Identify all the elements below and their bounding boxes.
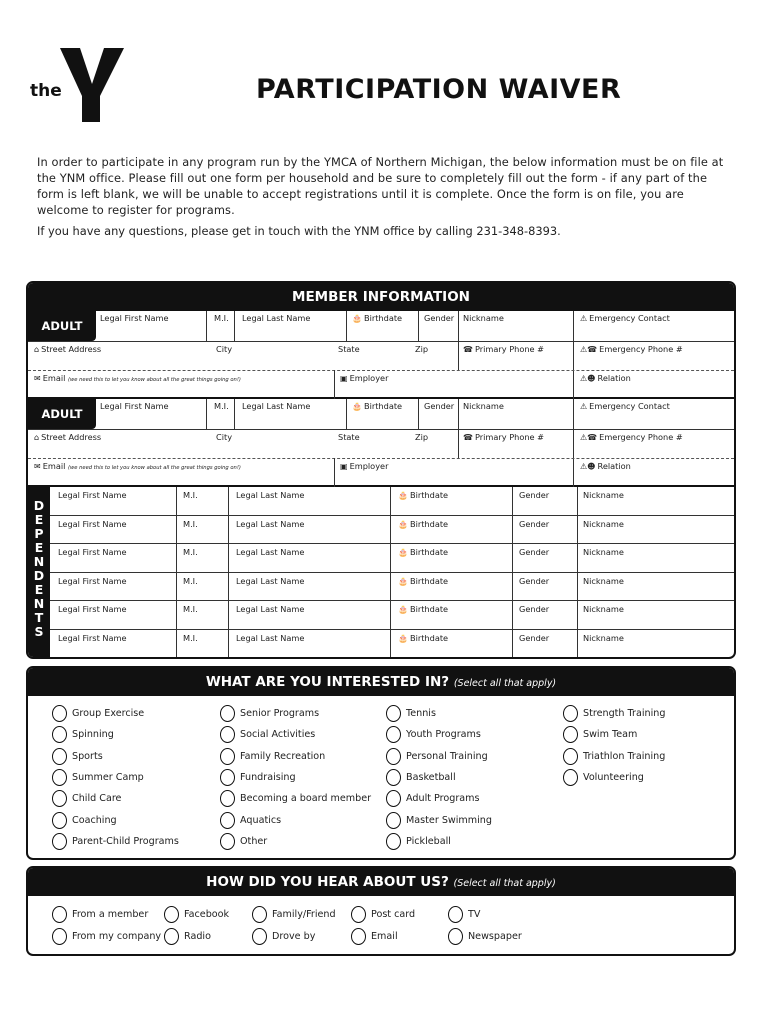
hear-option-post-card[interactable]: Post card (351, 906, 415, 923)
dep-legal-last-name-field[interactable]: Legal Last Name (236, 633, 305, 643)
dep-nickname-field[interactable]: Nickname (583, 604, 624, 615)
dep-gender-field[interactable]: Gender (519, 490, 550, 500)
people-icon: ⚠☻ (580, 462, 596, 471)
dep-birthdate-field[interactable]: 🎂 Birthdate (398, 518, 449, 529)
interest-option-sports[interactable]: Sports (52, 748, 103, 765)
checkbox[interactable] (220, 812, 235, 829)
dep-mi-field[interactable]: M.I. (183, 604, 198, 615)
dep-legal-last-name-field[interactable]: Legal Last Name (236, 604, 305, 615)
checkbox[interactable] (164, 928, 179, 945)
street-address-field[interactable]: ⌂ Street Address (34, 432, 102, 442)
dependent-row (50, 544, 734, 573)
checkbox[interactable] (252, 928, 267, 945)
cake-icon: 🎂 (398, 519, 408, 529)
relation-field[interactable]: ⚠☻ Relation (580, 461, 631, 471)
checkbox[interactable] (52, 705, 67, 722)
interest-option-becoming-a-board-member[interactable]: Becoming a board member (220, 790, 371, 807)
interest-option-senior-programs[interactable]: Senior Programs (220, 705, 319, 722)
dep-legal-first-name-field[interactable]: Legal First Name (58, 633, 127, 643)
checkbox[interactable] (386, 833, 401, 850)
emergency-phone-field[interactable]: ⚠☎ Emergency Phone # (580, 432, 683, 442)
employer-field[interactable]: ▣ Employer (340, 373, 389, 383)
checkbox[interactable] (386, 769, 401, 786)
dep-nickname-field[interactable]: Nickname (583, 518, 624, 529)
emergency-contact-field[interactable]: ⚠ Emergency Contact (580, 401, 670, 411)
interest-option-fundraising[interactable]: Fundraising (220, 769, 296, 786)
warning-phone-icon: ⚠☎ (580, 433, 598, 442)
interest-option-social-activities[interactable]: Social Activities (220, 726, 315, 743)
interest-option-tennis[interactable]: Tennis (386, 705, 436, 722)
dep-nickname-field[interactable]: Nickname (583, 547, 624, 558)
phone-icon: ☎ (463, 345, 473, 354)
checkbox[interactable] (52, 748, 67, 765)
dep-nickname-field[interactable]: Nickname (583, 490, 624, 500)
interest-option-master-swimming[interactable]: Master Swimming (386, 812, 492, 829)
checkbox[interactable] (52, 726, 67, 743)
interest-option-coaching[interactable]: Coaching (52, 812, 117, 829)
interests-section (26, 666, 736, 860)
dep-legal-first-name-field[interactable]: Legal First Name (58, 518, 127, 529)
legal-last-name-field[interactable]: Legal Last Name (242, 401, 311, 411)
checkbox[interactable] (386, 705, 401, 722)
street-address-field[interactable]: ⌂ Street Address (34, 344, 102, 354)
interest-option-basketball[interactable]: Basketball (386, 769, 456, 786)
dep-legal-first-name-field[interactable]: Legal First Name (58, 490, 127, 500)
primary-phone-field[interactable]: ☎ Primary Phone # (463, 432, 545, 442)
emergency-phone-field[interactable]: ⚠☎ Emergency Phone # (580, 344, 683, 354)
mi-field[interactable]: M.I. (214, 313, 229, 323)
employer-field[interactable]: ▣ Employer (340, 461, 389, 471)
checkbox[interactable] (563, 748, 578, 765)
checkbox[interactable] (563, 769, 578, 786)
adult-label: ADULT (28, 399, 96, 429)
dependent-row (50, 516, 734, 545)
dep-gender-field[interactable]: Gender (519, 604, 550, 615)
legal-first-name-field[interactable]: Legal First Name (100, 401, 169, 411)
checkbox[interactable] (220, 705, 235, 722)
checkbox[interactable] (164, 906, 179, 923)
briefcase-icon: ▣ (340, 374, 348, 383)
adult-block-1 (28, 311, 734, 399)
mi-field[interactable]: M.I. (214, 401, 229, 411)
interest-option-personal-training[interactable]: Personal Training (386, 748, 488, 765)
intro-paragraph: In order to participate in any program run by the YMCA of Northern Michigan, the below information must be on file at the YNM office. Please fill out one form per household and be sure to completely fill out the form - if any part of the form is left blank, we will be unable to accept registrations until it is complete. Once the form is on file, you are welcome to register for programs. (37, 155, 724, 217)
interest-option-other[interactable]: Other (220, 833, 267, 850)
checkbox[interactable] (448, 906, 463, 923)
interest-option-youth-programs[interactable]: Youth Programs (386, 726, 481, 743)
interest-option-aquatics[interactable]: Aquatics (220, 812, 281, 829)
interest-option-volunteering[interactable]: Volunteering (563, 769, 644, 786)
legal-first-name-field[interactable]: Legal First Name (100, 313, 169, 323)
interest-option-triathlon-training[interactable]: Triathlon Training (563, 748, 665, 765)
checkbox[interactable] (252, 906, 267, 923)
dep-mi-field[interactable]: M.I. (183, 575, 198, 586)
adult-block-2 (28, 399, 734, 487)
hear-option-radio[interactable]: Radio (164, 928, 211, 945)
interest-option-parent-child-programs[interactable]: Parent-Child Programs (52, 833, 179, 850)
checkbox[interactable] (220, 726, 235, 743)
hear-option-email[interactable]: Email (351, 928, 398, 945)
dep-gender-field[interactable]: Gender (519, 547, 550, 558)
hear-option-drove-by[interactable]: Drove by (252, 928, 315, 945)
dep-mi-field[interactable]: M.I. (183, 518, 198, 529)
checkbox[interactable] (563, 705, 578, 722)
interest-option-spinning[interactable]: Spinning (52, 726, 114, 743)
dep-legal-first-name-field[interactable]: Legal First Name (58, 604, 127, 615)
dep-birthdate-field[interactable]: 🎂 Birthdate (398, 604, 449, 615)
dependents-label: D E P E N D E N T S (28, 487, 50, 659)
interest-option-summer-camp[interactable]: Summer Camp (52, 769, 144, 786)
dep-gender-field[interactable]: Gender (519, 633, 550, 643)
how-did-you-hear-section (26, 866, 736, 956)
dep-mi-field[interactable]: M.I. (183, 490, 198, 500)
checkbox[interactable] (563, 726, 578, 743)
dep-legal-last-name-field[interactable]: Legal Last Name (236, 575, 305, 586)
interest-option-child-care[interactable]: Child Care (52, 790, 121, 807)
warning-icon: ⚠ (580, 402, 588, 411)
interest-option-group-exercise[interactable]: Group Exercise (52, 705, 144, 722)
hear-option-tv[interactable]: TV (448, 906, 480, 923)
zip-field[interactable]: Zip (415, 344, 429, 354)
state-field[interactable]: State (338, 344, 360, 354)
gender-field[interactable]: Gender (424, 401, 455, 411)
dep-gender-field[interactable]: Gender (519, 575, 550, 586)
birthdate-field[interactable]: 🎂 Birthdate (352, 401, 403, 411)
dep-birthdate-field[interactable]: 🎂 Birthdate (398, 633, 449, 643)
zip-field[interactable]: Zip (415, 432, 429, 442)
dep-mi-field[interactable]: M.I. (183, 547, 198, 558)
interest-option-family-recreation[interactable]: Family Recreation (220, 748, 325, 765)
dep-birthdate-field[interactable]: 🎂 Birthdate (398, 547, 449, 558)
warning-phone-icon: ⚠☎ (580, 345, 598, 354)
home-icon: ⌂ (34, 345, 40, 354)
dep-gender-field[interactable]: Gender (519, 518, 550, 529)
gender-field[interactable]: Gender (424, 313, 455, 323)
checkbox[interactable] (386, 790, 401, 807)
hear-option-facebook[interactable]: Facebook (164, 906, 229, 923)
checkbox[interactable] (220, 790, 235, 807)
warning-icon: ⚠ (580, 314, 588, 323)
hear-option-newspaper[interactable]: Newspaper (448, 928, 522, 945)
hear-option-family-friend[interactable]: Family/Friend (252, 906, 336, 923)
cake-icon: 🎂 (398, 576, 408, 586)
checkbox[interactable] (351, 906, 366, 923)
dependent-row (50, 573, 734, 602)
primary-phone-field[interactable]: ☎ Primary Phone # (463, 344, 545, 354)
phone-icon: ☎ (463, 433, 473, 442)
member-information-heading: MEMBER INFORMATION (28, 283, 734, 311)
interests-heading: WHAT ARE YOU INTERESTED IN? (Select all that apply) (28, 668, 734, 696)
cake-icon: 🎂 (352, 402, 362, 411)
ymca-logo (30, 46, 130, 126)
checkbox[interactable] (448, 928, 463, 945)
cake-icon: 🎂 (398, 605, 408, 615)
dep-nickname-field[interactable]: Nickname (583, 633, 624, 643)
cake-icon: 🎂 (352, 314, 362, 323)
checkbox[interactable] (220, 769, 235, 786)
checkbox[interactable] (52, 769, 67, 786)
email-field[interactable]: ✉ Email (we need this to let you know about all the great things going on!) (34, 373, 241, 383)
home-icon: ⌂ (34, 433, 40, 442)
birthdate-field[interactable]: 🎂 Birthdate (352, 313, 403, 323)
adult-label: ADULT (28, 311, 96, 341)
city-field[interactable]: City (216, 344, 233, 354)
dependent-row (50, 630, 734, 659)
cake-icon: 🎂 (398, 548, 408, 558)
dep-legal-last-name-field[interactable]: Legal Last Name (236, 490, 305, 500)
checkbox[interactable] (386, 812, 401, 829)
dependents-block (28, 487, 734, 659)
briefcase-icon: ▣ (340, 462, 348, 471)
checkbox[interactable] (52, 790, 67, 807)
checkbox[interactable] (386, 748, 401, 765)
dep-birthdate-field[interactable]: 🎂 Birthdate (398, 575, 449, 586)
interest-option-strength-training[interactable]: Strength Training (563, 705, 665, 722)
checkbox[interactable] (52, 833, 67, 850)
cake-icon: 🎂 (398, 634, 408, 643)
interest-option-swim-team[interactable]: Swim Team (563, 726, 637, 743)
svg-text:YMCA: YMCA (106, 109, 123, 126)
mail-icon: ✉ (34, 374, 41, 383)
dep-birthdate-field[interactable]: 🎂 Birthdate (398, 490, 449, 500)
dep-legal-first-name-field[interactable]: Legal First Name (58, 575, 127, 586)
legal-last-name-field[interactable]: Legal Last Name (242, 313, 311, 323)
cake-icon: 🎂 (398, 491, 408, 500)
dep-legal-first-name-field[interactable]: Legal First Name (58, 547, 127, 558)
contact-paragraph: If you have any questions, please get in touch with the YNM office by calling 231-348-8393. (37, 224, 561, 238)
dep-nickname-field[interactable]: Nickname (583, 575, 624, 586)
interest-option-pickleball[interactable]: Pickleball (386, 833, 451, 850)
page-title: PARTICIPATION WAIVER (256, 74, 622, 105)
member-information-section (26, 281, 736, 659)
nickname-field[interactable]: Nickname (463, 313, 504, 323)
how-did-you-hear-heading: HOW DID YOU HEAR ABOUT US? (Select all that apply) (28, 868, 734, 896)
interest-option-adult-programs[interactable]: Adult Programs (386, 790, 480, 807)
checkbox[interactable] (351, 928, 366, 945)
dep-mi-field[interactable]: M.I. (183, 633, 198, 643)
state-field[interactable]: State (338, 432, 360, 442)
checkbox[interactable] (220, 833, 235, 850)
checkbox[interactable] (52, 906, 67, 923)
checkbox[interactable] (52, 928, 67, 945)
dep-legal-last-name-field[interactable]: Legal Last Name (236, 547, 305, 558)
dependent-row (50, 487, 734, 516)
checkbox[interactable] (52, 812, 67, 829)
svg-text:the: the (30, 81, 62, 101)
dep-legal-last-name-field[interactable]: Legal Last Name (236, 518, 305, 529)
checkbox[interactable] (386, 726, 401, 743)
mail-icon: ✉ (34, 462, 41, 471)
emergency-contact-field[interactable]: ⚠ Emergency Contact (580, 313, 670, 323)
city-field[interactable]: City (216, 432, 233, 442)
dependent-row (50, 601, 734, 630)
hear-option-from-my-company[interactable]: From my company (52, 928, 161, 945)
email-field[interactable]: ✉ Email (we need this to let you know about all the great things going on!) (34, 461, 241, 471)
relation-field[interactable]: ⚠☻ Relation (580, 373, 631, 383)
hear-option-from-a-member[interactable]: From a member (52, 906, 148, 923)
people-icon: ⚠☻ (580, 374, 596, 383)
checkbox[interactable] (220, 748, 235, 765)
nickname-field[interactable]: Nickname (463, 401, 504, 411)
